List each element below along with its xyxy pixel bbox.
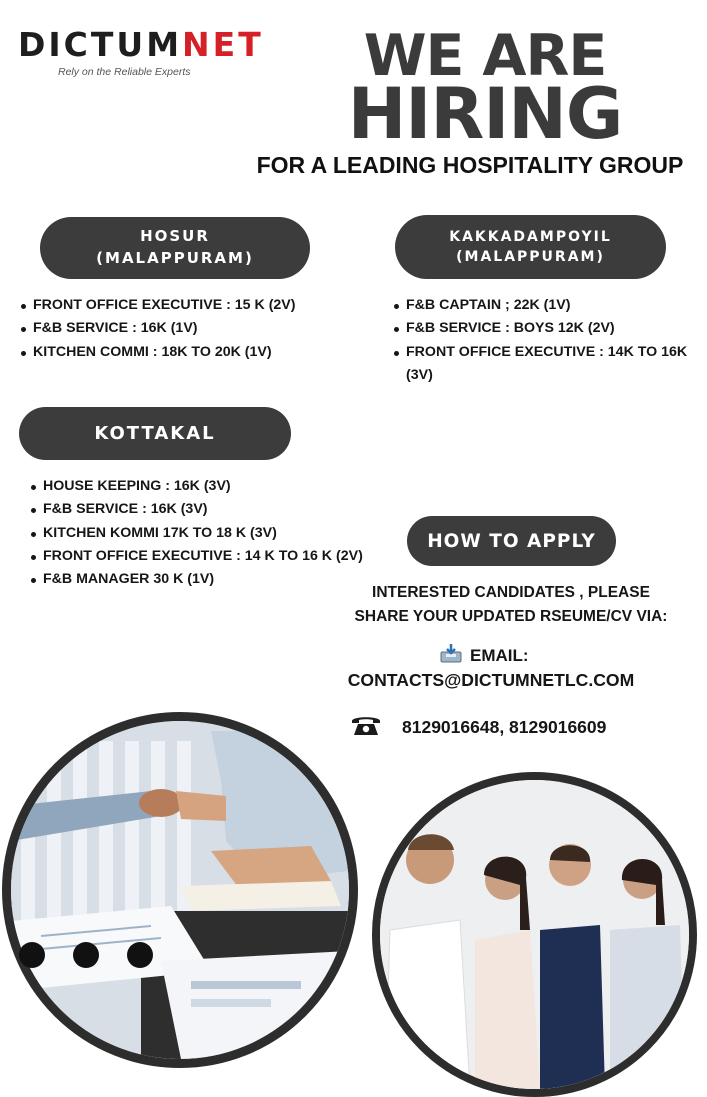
job-item: FRONT OFFICE EXECUTIVE : 14 K TO 16 K (2V): [29, 545, 363, 568]
job-item: F&B SERVICE : 16K (1V): [19, 317, 296, 340]
apply-line2: SHARE YOUR UPDATED RSEUME/CV VIA:: [354, 608, 668, 625]
logo-name-part2: NET: [182, 25, 264, 64]
headline-subtitle: FOR A LEADING HOSPITALITY GROUP: [256, 152, 684, 178]
job-list-kakkadampoyil: [392, 294, 692, 387]
headline-line2: HIRING: [347, 73, 623, 156]
email-label: EMAIL:: [470, 645, 529, 665]
job-item: FRONT OFFICE EXECUTIVE : 14K TO 16K (3V): [392, 341, 692, 388]
decorative-dot: [73, 942, 99, 968]
job-item: FRONT OFFICE EXECUTIVE : 15 K (2V): [19, 294, 296, 317]
candidates-photo: [372, 772, 697, 1097]
logo-tagline: Rely on the Reliable Experts: [58, 66, 191, 78]
logo-name-part1: DICTUM: [18, 25, 183, 64]
job-item: KITCHEN KOMMI 17K TO 18 K (3V): [29, 522, 363, 545]
handshake-photo: [2, 712, 358, 1068]
job-list-hosur: [19, 294, 296, 364]
job-list-kottakal: [29, 475, 363, 591]
phone-row: [350, 713, 606, 742]
decorative-dot: [19, 942, 45, 968]
company-logo: [18, 25, 264, 78]
headline-line1: WE ARE: [363, 23, 607, 89]
location-pill-hosur: [40, 217, 310, 279]
telephone-icon: [350, 713, 382, 742]
job-item: F&B SERVICE : 16K (3V): [29, 498, 363, 521]
hiring-headline: [330, 23, 640, 156]
decorative-dot: [127, 942, 153, 968]
job-item: F&B CAPTAIN ; 22K (1V): [392, 294, 692, 317]
how-to-apply-heading: HOW TO APPLY: [407, 516, 616, 566]
location-pill-kottakal: [19, 407, 291, 460]
decorative-dots: [19, 942, 153, 968]
location-region: (MALAPPURAM): [456, 249, 605, 265]
email-label-row: [440, 643, 529, 668]
job-item: KITCHEN COMMI : 18K TO 20K (1V): [19, 341, 296, 364]
email-address[interactable]: CONTACTS@DICTUMNETLC.COM: [347, 670, 635, 690]
apply-instructions: [326, 581, 696, 629]
location-pill-kakkadampoyil: [395, 215, 666, 279]
location-name: HOSUR: [140, 227, 210, 246]
location-name: KOTTAKAL: [94, 423, 216, 444]
location-name: KAKKADAMPOYIL: [449, 228, 612, 245]
apply-line1: INTERESTED CANDIDATES , PLEASE: [372, 584, 650, 601]
inbox-tray-icon: [440, 643, 462, 668]
job-item: F&B MANAGER 30 K (1V): [29, 568, 363, 591]
phone-numbers[interactable]: 8129016648, 8129016609: [402, 717, 607, 737]
location-region: (MALAPPURAM): [96, 249, 254, 267]
job-item: F&B SERVICE : BOYS 12K (2V): [392, 317, 692, 340]
logo-wordmark: [18, 25, 264, 64]
job-item: HOUSE KEEPING : 16K (3V): [29, 475, 363, 498]
